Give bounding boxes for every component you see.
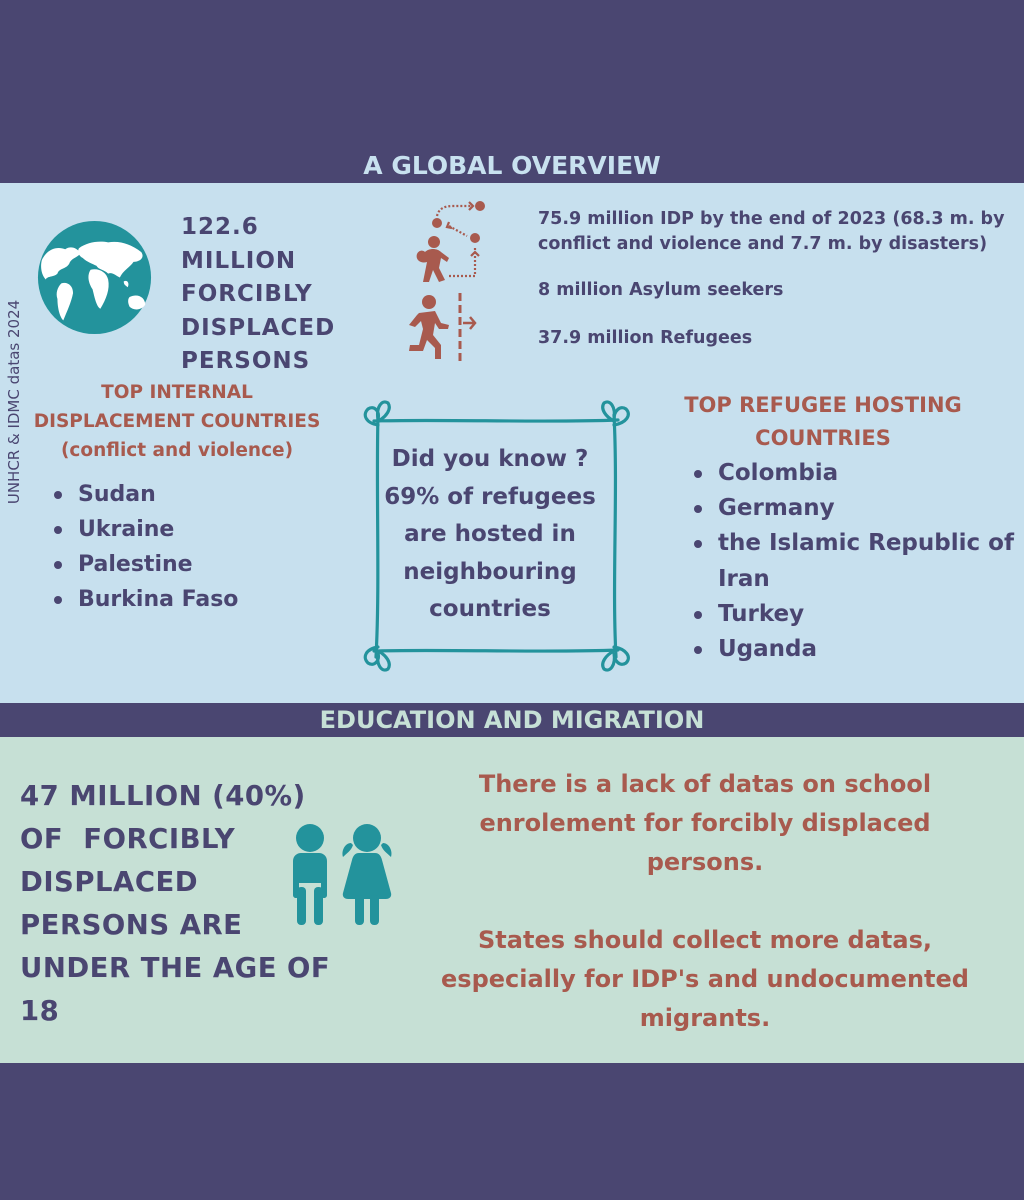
stat-line: PERSONS ARE [20, 909, 243, 941]
asylum-seekers-stat: 8 million Asylum seekers [538, 280, 784, 300]
title-line: TOP REFUGEE HOSTING [684, 393, 962, 417]
education-section [0, 737, 1024, 1063]
children-icon [285, 823, 400, 948]
refugee-hosting-list [690, 456, 1020, 667]
note-paragraph: There is a lack of datas on school enrolement for forcibly displaced persons. [478, 770, 932, 876]
list-item: the Islamic Republic of Iran [690, 526, 1020, 596]
source-note: UNHCR & IDMC datas 2024 [5, 299, 23, 505]
stat-line: 47 MILLION (40%) [20, 780, 306, 812]
idp-walking-path-icon [405, 198, 495, 283]
idp-stat: 75.9 million IDP by the end of 2023 (68.3 m. by conflict and violence and 7.7 m. by disasters) [538, 209, 1005, 254]
refugees-stat: 37.9 million Refugees [538, 328, 753, 348]
list-item: Turkey [690, 597, 1020, 632]
stat-line: OF FORCIBLY [20, 823, 236, 855]
list-item: Sudan [50, 477, 238, 512]
list-item: Germany [690, 491, 1020, 526]
headline-line: 122.6 MILLION [181, 214, 297, 274]
text-line: Did you know ? [391, 446, 589, 472]
text-line: are hosted in [404, 521, 576, 547]
text-line: neighbouring [403, 558, 577, 585]
title-line: TOP INTERNAL [101, 382, 253, 403]
headline-line: DISPLACED [181, 314, 336, 341]
did-you-know-text [372, 441, 608, 629]
overview-title: A GLOBAL OVERVIEW [363, 151, 661, 180]
list-item: Colombia [690, 456, 1020, 491]
stat-line: DISPLACED [20, 866, 199, 898]
stat-line: UNDER THE AGE OF [20, 952, 331, 984]
education-data-note [420, 765, 990, 1038]
headline-line: FORCIBLY [181, 281, 313, 307]
running-exit-border-icon [405, 293, 485, 363]
internal-displacement-list [50, 477, 238, 617]
title-line: COUNTRIES [755, 426, 891, 450]
education-title: EDUCATION AND MIGRATION [319, 706, 705, 734]
title-line: DISPLACEMENT COUNTRIES [33, 411, 321, 432]
list-item: Uganda [690, 632, 1020, 667]
internal-displacement-title [22, 378, 332, 465]
headline-line: PERSONS [181, 348, 311, 374]
text-line: countries [429, 596, 551, 622]
refugee-hosting-title [675, 389, 971, 455]
total-displaced-headline [181, 211, 381, 379]
global-overview-section [0, 183, 1024, 703]
list-item: Palestine [50, 547, 238, 582]
title-line: (conflict and violence) [60, 440, 294, 461]
list-item: Ukraine [50, 512, 238, 547]
globe-icon [36, 219, 153, 336]
note-paragraph: States should collect more datas, especially for IDP's and undocumented migrants. [441, 926, 969, 1032]
list-item: Burkina Faso [50, 582, 238, 617]
text-line: 69% of refugees [384, 483, 596, 510]
stat-line: 18 [20, 995, 60, 1027]
